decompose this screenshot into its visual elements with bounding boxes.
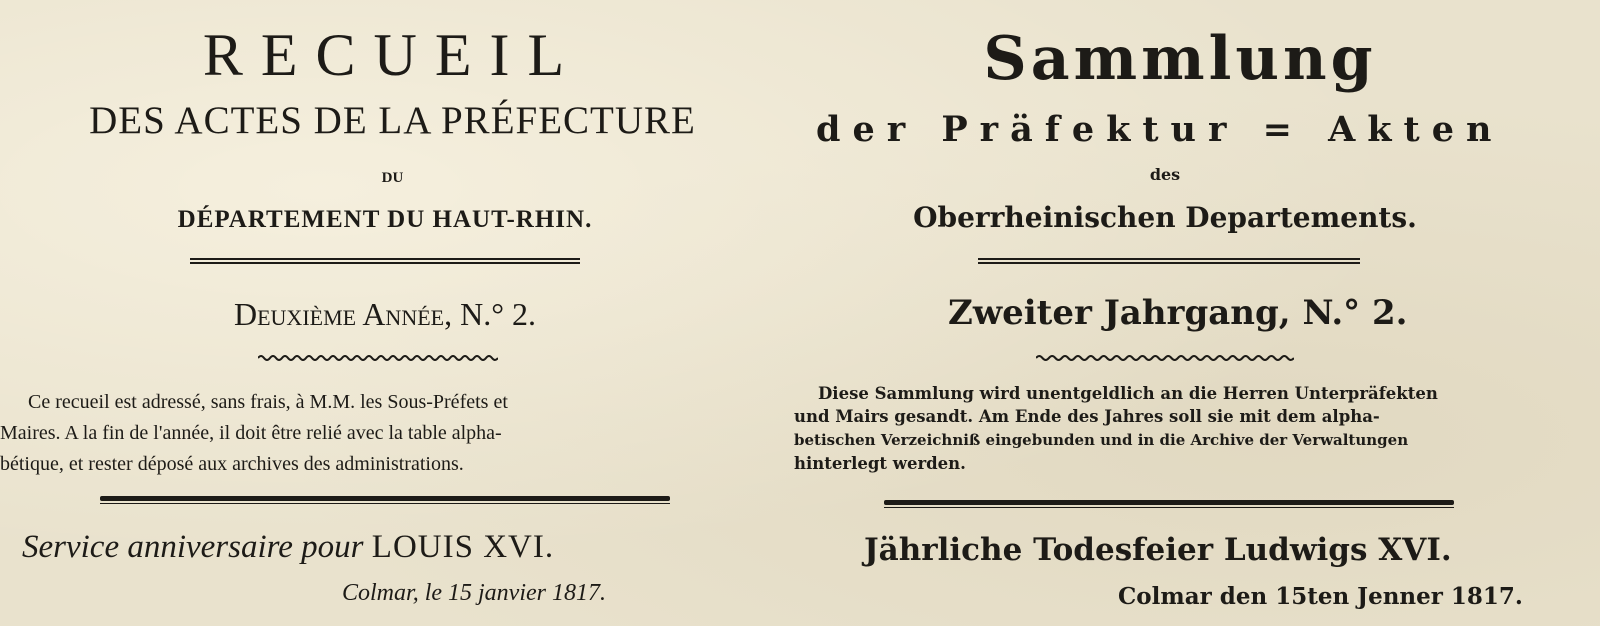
german-notice-line-4: hinterlegt werden. — [794, 454, 966, 473]
french-notice-line-3: bétique, et rester déposé aux archives des administrations. — [0, 453, 464, 475]
french-department: DÉPARTEMENT DU HAUT-RHIN. — [177, 206, 593, 233]
german-notice-line-2: und Mairs gesandt. Am Ende des Jahres soll sie mit dem alpha- — [794, 407, 1380, 426]
french-title: RECUEIL — [202, 22, 583, 88]
german-dateline: Colmar den 15ten Jenner 1817. — [1118, 583, 1523, 610]
german-issue: Zweiter Jahrgang, N.° 2. — [948, 293, 1408, 333]
german-des: des — [1149, 165, 1181, 184]
german-subtitle: der Präfektur = Akten — [816, 109, 1504, 150]
french-subtitle: DES ACTES DE LA PRÉFECTURE — [89, 99, 696, 142]
french-heading — [22, 526, 554, 568]
french-issue: Deuxième Année, N.° 2. — [234, 296, 536, 332]
french-heavy-rule — [100, 496, 670, 501]
french-heading-prefix: Service anniversaire pour — [22, 529, 372, 565]
french-du: DU — [381, 170, 404, 186]
french-notice-line-2: Maires. A la fin de l'année, il doit être relié avec la table alpha- — [0, 422, 502, 444]
german-double-rule — [978, 258, 1360, 264]
german-department: Oberrheinischen Departements. — [913, 201, 1417, 234]
german-notice-line-1: Diese Sammlung wird unentgeldlich an die Herren Unterpräfekten — [818, 384, 1438, 403]
german-heavy-rule — [884, 500, 1454, 505]
french-notice-line-1: Ce recueil est adressé, sans frais, à M.M. les Sous-Préfets et — [28, 391, 508, 413]
german-notice-line-3: betischen Verzeichniß eingebunden und in die Archive der Verwaltungen — [794, 431, 1409, 449]
french-column — [0, 0, 785, 626]
german-title: Sammlung — [983, 24, 1377, 94]
french-ornament — [258, 354, 498, 362]
french-heading-name: LOUIS XVI. — [371, 529, 555, 565]
german-heading: Jährliche Todesfeier Ludwigs XVI. — [864, 532, 1452, 568]
german-column — [794, 0, 1600, 626]
french-dateline: Colmar, le 15 janvier 1817. — [342, 580, 606, 606]
french-double-rule — [190, 258, 580, 264]
german-ornament — [1036, 354, 1294, 362]
